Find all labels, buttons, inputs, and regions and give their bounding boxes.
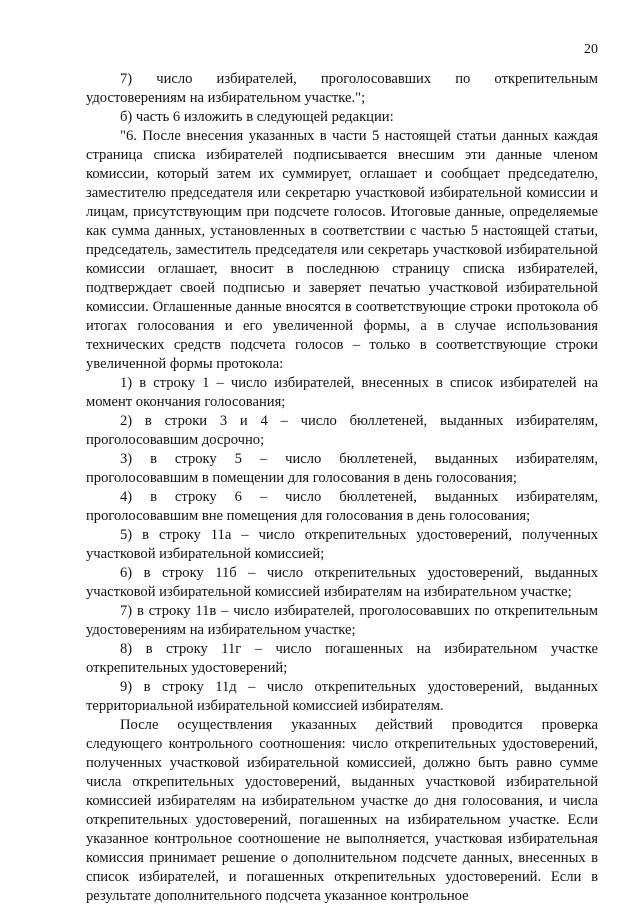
list-item-7: 7) в строку 11в – число избирателей, проголосовавших по открепительным удостоверениям на избирательном участке; xyxy=(86,603,598,638)
paragraph-part-6: "6. После внесения указанных в части 5 настоящей статьи данных каждая страница списка избирателей подписывается внесшим эти данные членом комиссии, который затем их суммирует, оглашает и сообщает председателю, заместителю председателя или секретарю участковой избирательной комиссии и лицам, присутствующим при подсчете голосов. Итоговые данные, определяемые как сумма данных, установленных в соответствии с частью 5 настоящей статьи, председатель, заместитель председателя или секретарь участковой избирательной комиссии оглашает, вносит в последнюю страницу списка избирателей, подтверждает своей подписью и заверяет печатью участковой избирательной комиссии. Оглашенные данные вносятся в соответствующие строки протокола об итогах голосования и его увеличенной формы, а в случае использования технических средств подсчета голосов – только в соответствующие строки увеличенной формы протокола: xyxy=(86,128,598,372)
list-item-1: 1) в строку 1 – число избирателей, внесенных в список избирателей на момент окончания голосования; xyxy=(86,375,598,410)
list-item-5: 5) в строку 11а – число открепительных удостоверений, полученных участковой избирательной комиссией; xyxy=(86,527,598,562)
list-item-2: 2) в строки 3 и 4 – число бюллетеней, выданных избирателям, проголосовавшим досрочно; xyxy=(86,413,598,448)
list-item-4: 4) в строку 6 – число бюллетеней, выданных избирателям, проголосовавшим вне помещения для голосования в день голосования; xyxy=(86,489,598,524)
document-body xyxy=(86,70,598,906)
paragraph-amendment-b: б) часть 6 изложить в следующей редакции: xyxy=(120,109,394,125)
list-item-8: 8) в строку 11г – число погашенных на избирательном участке открепительных удостоверений; xyxy=(86,641,598,676)
paragraph-control-check: После осуществления указанных действий проводится проверка следующего контрольного соотношения: число открепительных удостоверений, полученных участковой избирательной комиссией, должно быть равно сумме числа открепительных удостоверений, выданных участковой избирательной комиссией избирателям на избирательном участке до дня голосования, и числа открепительных удостоверений, погашенных на избирательном участке. Если указанное контрольное соотношение не выполняется, участковая избирательная комиссия принимает решение о дополнительном подсчете данных, внесенных в список избирателей, и погашенных открепительных удостоверений. Если в результате дополнительного подсчета указанное контрольное xyxy=(86,717,598,904)
list-item-6: 6) в строку 11б – число открепительных удостоверений, выданных участковой избирательной комиссией избирателям на избирательном участке; xyxy=(86,565,598,600)
list-item-9: 9) в строку 11д – число открепительных удостоверений, выданных территориальной избирательной комиссией избирателям. xyxy=(86,679,598,714)
paragraph-item-7: 7) число избирателей, проголосовавших по открепительным удостоверениям на избирательном участке."; xyxy=(86,71,598,106)
list-item-3: 3) в строку 5 – число бюллетеней, выданных избирателям, проголосовавшим в помещении для голосования в день голосования; xyxy=(86,451,598,486)
page-number: 20 xyxy=(584,42,598,57)
